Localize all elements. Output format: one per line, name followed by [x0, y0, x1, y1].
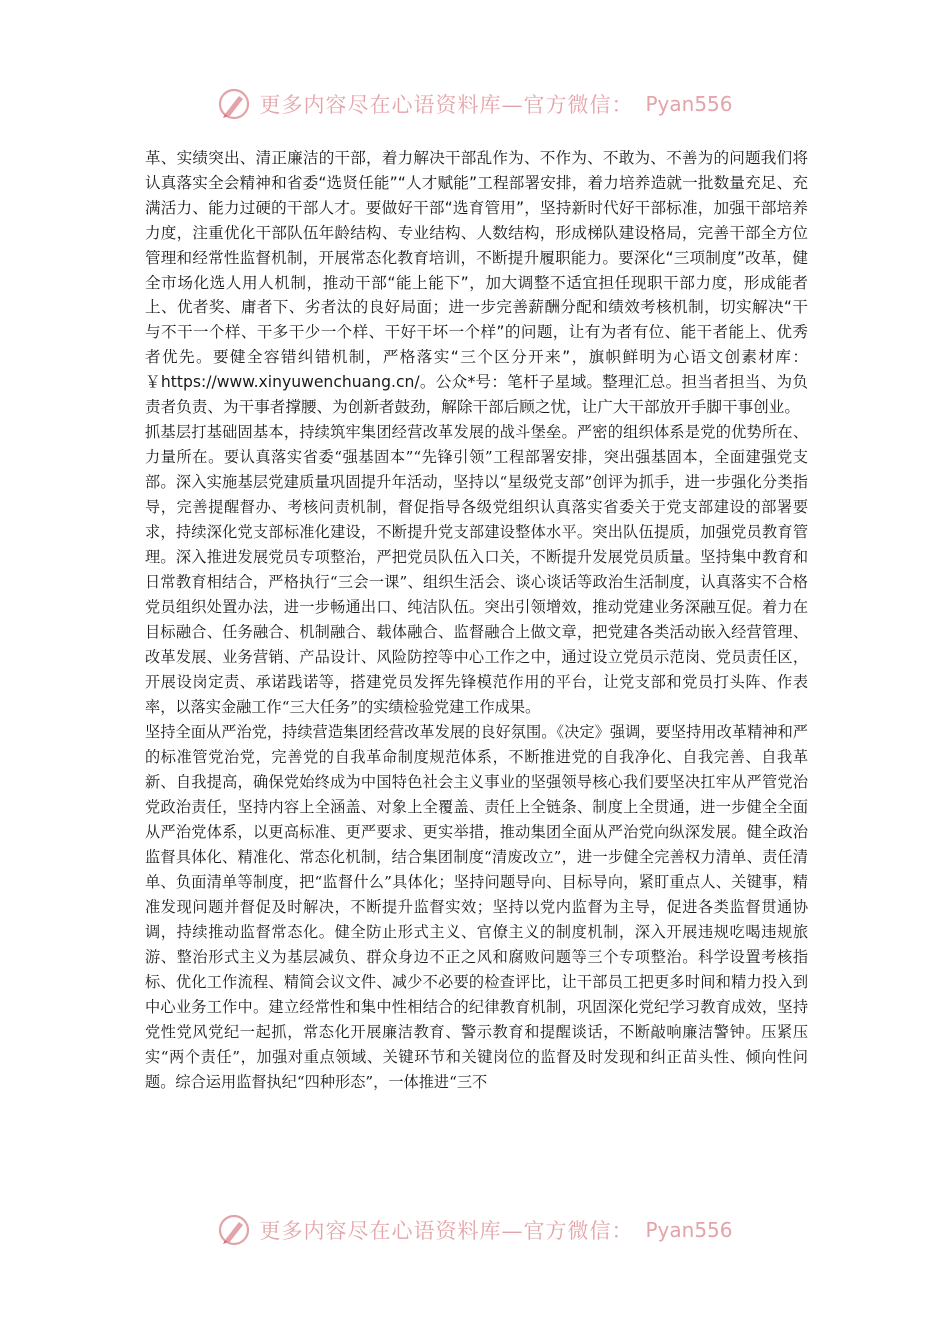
watermark-wechat-id: Pyan556: [645, 1218, 733, 1242]
watermark-footer: [0, 1210, 950, 1250]
paragraph-cadre-team: 革、实绩突出、清正廉洁的干部，着力解决干部乱作为、不作为、不敢为、不善为的问题我们将认真落实全会精神和省委“选贤任能”“人才赋能”工程部署安排，着力培养造就一批数量充足、充满活力、能力过硬的干部人才。要做好干部“选育管用”，坚持新时代好干部标准，加强干部培养力度，注重优化干部队伍年龄结构、专业结构、人数结构，形成梯队建设格局，完善干部全方位管理和经常性监督机制，开展常态化教育培训，不断提升履职能力。要深化“三项制度”改革，健全市场化选人用人机制，推动干部“能上能下”，加大调整不适宜担任现职干部力度，形成能者上、优者奖、庸者下、劣者汰的良好局面；进一步完善薪酬分配和绩效考核机制，切实解决“干与不干一个样、干多干少一个样、干好干坏一个样”的问题，让有为者有位、能干者能上、优秀者优先。要健全容错纠错机制，严格落实“三个区分开来”，旗帜鲜明为心语文创素材库：￥https://www.xinyuwenchuang.cn/。公众*号：笔杆子星域。整理汇总。担当者担当、为负责者负责、为干事者撑腰、为创新者鼓劲，解除干部后顾之忧，让广大干部放开手脚干事创业。: [145, 149, 808, 417]
watermark-text: 更多内容尽在心语资料库—官方微信：: [259, 93, 634, 117]
watermark-text: 更多内容尽在心语资料库—官方微信：: [259, 1219, 634, 1243]
pen-logo-icon: [217, 87, 251, 121]
document-body: [145, 146, 808, 1095]
watermark-header: [0, 84, 950, 124]
paragraph-grassroots: 抓基层打基础固基本，持续筑牢集团经营改革发展的战斗堡垒。严密的组织体系是党的优势所在、力量所在。要认真落实省委“强基固本”“先锋引领”工程部署安排，突出强基固本，全面建强党支部。深入实施基层党建质量巩固提升年活动，坚持以“星级党支部”创评为抓手，进一步强化分类指导，完善提醒督办、考核问责机制，督促指导各级党组织认真落实省委关于党支部建设的部署要求，持续深化党支部标准化建设，不断提升党支部建设整体水平。突出队伍提质，加强党员教育管理。深入推进发展党员专项整治，严把党员队伍入口关，不断提升发展党员质量。坚持集中教育和日常教育相结合，严格执行“三会一课”、组织生活会、谈心谈话等政治生活制度，认真落实不合格党员组织处置办法，进一步畅通出口、纯洁队伍。突出引领增效，推动党建业务深融互促。着力在目标融合、任务融合、机制融合、载体融合、监督融合上做文章，把党建各类活动嵌入经营管理、改革发展、业务营销、产品设计、风险防控等中心工作之中，通过设立党员示范岗、党员责任区，开展设岗定责、承诺践诺等，搭建党员发挥先锋模范作用的平台，让党支部和党员打头阵、作表率，以落实金融工作“三大任务”的实绩检验党建工作成果。: [145, 422, 808, 716]
pen-logo-icon: [217, 1213, 251, 1247]
paragraph-party-discipline: 坚持全面从严治党，持续营造集团经营改革发展的良好氛围。《决定》强调，要坚持用改革精神和严的标准管党治党，完善党的自我革命制度规范体系，不断推进党的自我净化、自我完善、自我革新、自我提高，确保党始终成为中国特色社会主义事业的坚强领导核心我们要坚决扛牢从严管党治党政治责任，坚持内容上全涵盖、对象上全覆盖、责任上全链条、制度上全贯通，进一步健全全面从严治党体系，以更高标准、更严要求、更实举措，推动集团全面从严治党向纵深发展。健全政治监督具体化、精准化、常态化机制，结合集团制度“清废改立”，进一步健全完善权力清单、责任清单、负面清单等制度，把“监督什么”具体化；坚持问题导向、目标导向，紧盯重点人、关键事，精准发现问题并督促及时解决，不断提升监督实效；坚持以党内监督为主导，促进各类监督贯通协调，持续推动监督常态化。健全防止形式主义、官僚主义的制度机制，深入开展违规吃喝违规旅游、整治形式主义为基层减负、群众身边不正之风和腐败问题等三个专项整治。科学设置考核指标、优化工作流程、精简会议文件、减少不必要的检查评比，让干部员工把更多时间和精力投入到中心业务工作中。建立经常性和集中性相结合的纪律教育机制，巩固深化党纪学习教育成效，坚持党性党风党纪一起抓，常态化开展廉洁教育、警示教育和提醒谈话，不断敲响廉洁警钟。压紧压实“两个责任”，加强对重点领域、关键环节和关键岗位的监督及时发现和纠正苗头性、倾向性问题。综合运用监督执纪“四种形态”，一体推进“三不: [145, 722, 808, 1091]
watermark-wechat-id: Pyan556: [645, 92, 733, 116]
